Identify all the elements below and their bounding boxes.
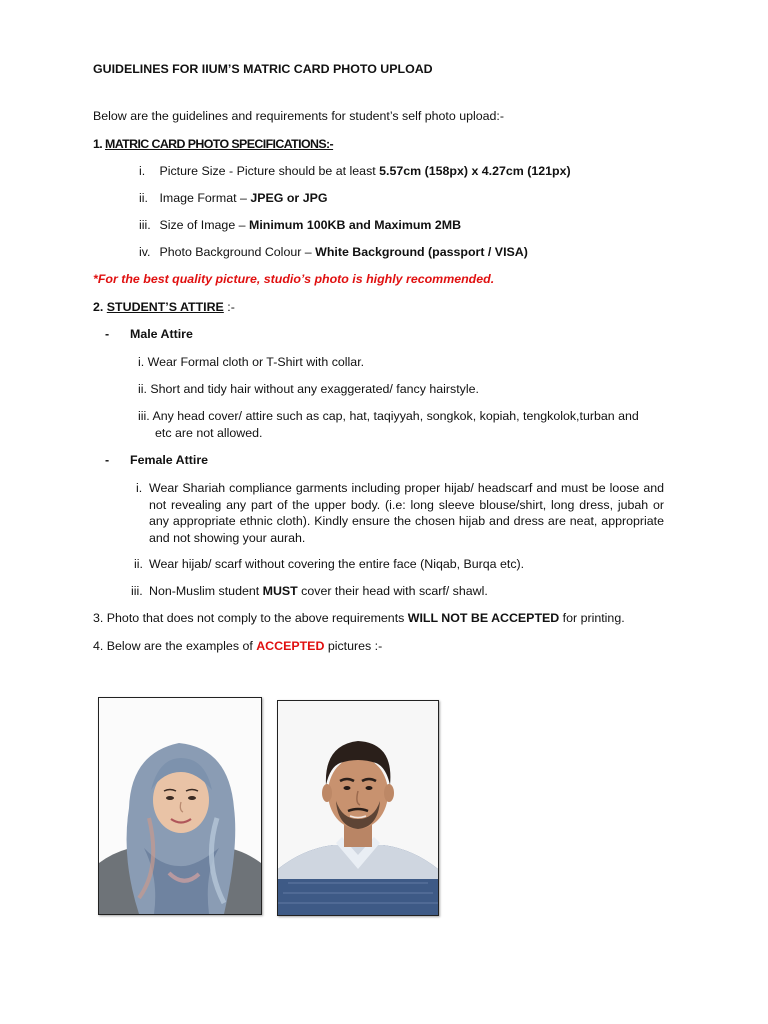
spec-value: JPEG or JPG — [250, 191, 328, 205]
male-rule-3-cont: etc are not allowed. — [155, 426, 263, 440]
section-2-title: STUDENT’S ATTIRE — [106, 300, 224, 314]
point-4-red: ACCEPTED — [256, 639, 325, 653]
section-1-number: 1. — [93, 137, 103, 151]
female-rule-1-text: Wear Shariah compliance garments including proper hijab/ headscarf and must be loose and not revealing any part of the upper body. (i.e: long sleeve blouse/shirt, long dress, jubah or any appropriate ethnic cloth). Kindly ensure the chosen hijab and dress are neat, appropriate and not showing your aurah. — [149, 481, 664, 545]
male-attire-title: Male Attire — [130, 327, 193, 341]
spec-item-format — [139, 190, 328, 206]
female-rule-2 — [134, 556, 524, 572]
female-attire-heading — [105, 452, 208, 468]
female-rule-2-mark: ii. — [134, 557, 143, 571]
section-1-heading — [93, 136, 333, 152]
spec-value: White Background (passport / VISA) — [315, 245, 528, 259]
spec-label: Picture Size - Picture should be at least — [159, 164, 380, 178]
spec-label: Image Format – — [159, 191, 251, 205]
point-4 — [93, 638, 382, 654]
spec-item-background — [139, 244, 528, 260]
male-attire-heading — [105, 326, 193, 342]
spec-mark: iv. — [139, 245, 151, 259]
recommendation-note: *For the best quality picture, studio’s photo is highly recommended. — [93, 272, 495, 286]
section-2-heading — [93, 299, 235, 315]
spec-mark: i. — [139, 164, 146, 178]
page-title: GUIDELINES FOR IIUM’S MATRIC CARD PHOTO UPLOAD — [93, 62, 433, 76]
point-3 — [93, 610, 625, 626]
section-2-number: 2. — [93, 300, 104, 314]
spec-value: 5.57cm (158px) x 4.27cm (121px) — [379, 164, 571, 178]
spec-item-size — [139, 163, 571, 179]
female-rule-3-mark: iii. — [131, 584, 143, 598]
point-3-bold: WILL NOT BE ACCEPTED — [407, 611, 560, 625]
male-portrait-image — [278, 701, 438, 915]
intro-text: Below are the guidelines and requirements for student’s self photo upload:- — [93, 109, 504, 123]
female-rule-2-text: Wear hijab/ scarf without covering the entire face (Niqab, Burqa etc). — [149, 557, 525, 571]
female-rule-1 — [136, 480, 664, 546]
spec-label: Photo Background Colour – — [159, 245, 316, 259]
spec-mark: iii. — [139, 218, 151, 232]
point-3-post: for printing. — [559, 611, 625, 625]
point-4-post: pictures :- — [324, 639, 383, 653]
female-attire-title: Female Attire — [130, 453, 209, 467]
example-photo-female — [98, 697, 262, 915]
female-rule-1-mark: i. — [136, 481, 143, 495]
spec-mark: ii. — [139, 191, 148, 205]
male-rule-2: ii. Short and tidy hair without any exaggerated/ fancy hairstyle. — [138, 382, 479, 396]
example-photo-male — [277, 700, 439, 916]
spec-label: Size of Image – — [159, 218, 249, 232]
female-rule-3-post: cover their head with scarf/ shawl. — [297, 584, 488, 598]
spec-item-filesize — [139, 217, 461, 233]
point-3-pre: 3. Photo that does not comply to the above requirements — [93, 611, 408, 625]
male-rule-3: iii. Any head cover/ attire such as cap, hat, taqiyyah, songkok, kopiah, tengkolok,turban and — [138, 409, 639, 423]
female-rule-3-bold: MUST — [262, 584, 298, 598]
section-1-title: MATRIC CARD PHOTO SPECIFICATIONS:- — [104, 137, 334, 151]
female-rule-3-pre: Non-Muslim student — [149, 584, 263, 598]
male-rule-1: i. Wear Formal cloth or T-Shirt with collar. — [138, 355, 365, 369]
bullet-dash: - — [105, 453, 110, 467]
section-2-suffix: :- — [223, 300, 235, 314]
point-4-pre: 4. Below are the examples of — [93, 639, 257, 653]
bullet-dash: - — [105, 327, 110, 341]
spec-value: Minimum 100KB and Maximum 2MB — [249, 218, 462, 232]
female-rule-3 — [131, 583, 488, 599]
female-portrait-image — [99, 698, 261, 914]
